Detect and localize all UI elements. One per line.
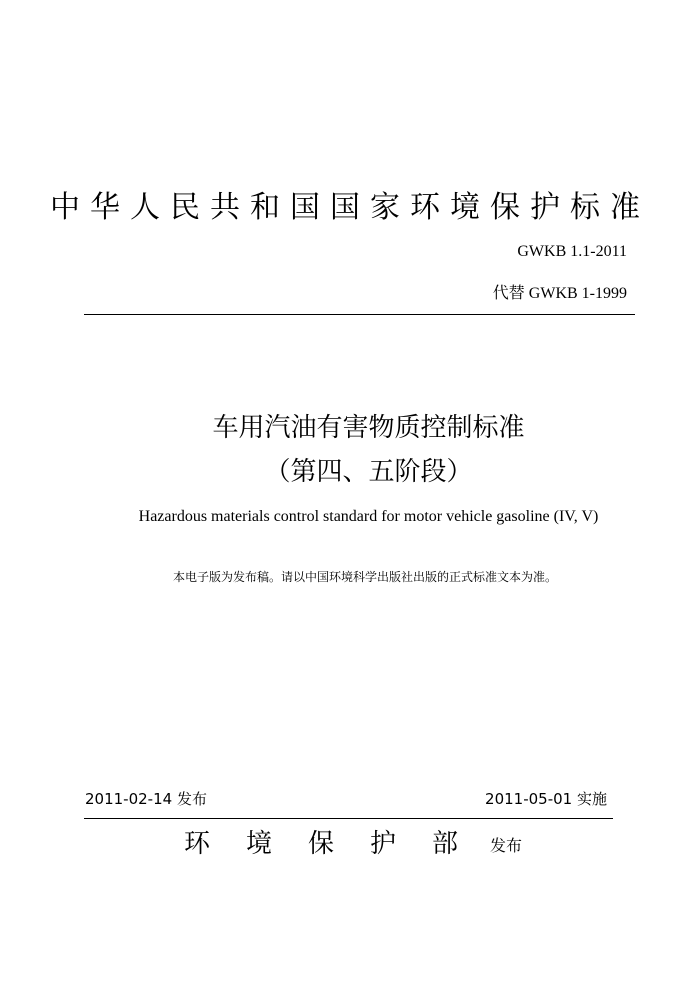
bottom-divider: [84, 818, 613, 819]
document-title: 车用汽油有害物质控制标准: [212, 413, 525, 443]
document-subtitle: （第四、五阶段）: [264, 457, 473, 487]
issuing-authority: 环境保护部: [184, 829, 495, 859]
publication-notice: 本电子版为发布稿。请以中国环境科学出版社出版的正式标准文本为准。: [172, 570, 557, 584]
issuing-authority-suffix: 发布: [490, 836, 523, 855]
replaces-standard: 代替 GWKB 1-1999: [492, 285, 627, 302]
issue-date: 2011-02-14 发布: [85, 790, 207, 808]
english-title: Hazardous materials control standard for motor vehicle gasoline (IV, V): [138, 508, 599, 525]
standard-number: GWKB 1.1-2011: [517, 243, 627, 260]
standard-category-title: 中华人民共和国国家环境保护标准: [50, 190, 650, 225]
top-divider: [84, 314, 635, 315]
effective-date: 2011-05-01 实施: [485, 790, 607, 808]
